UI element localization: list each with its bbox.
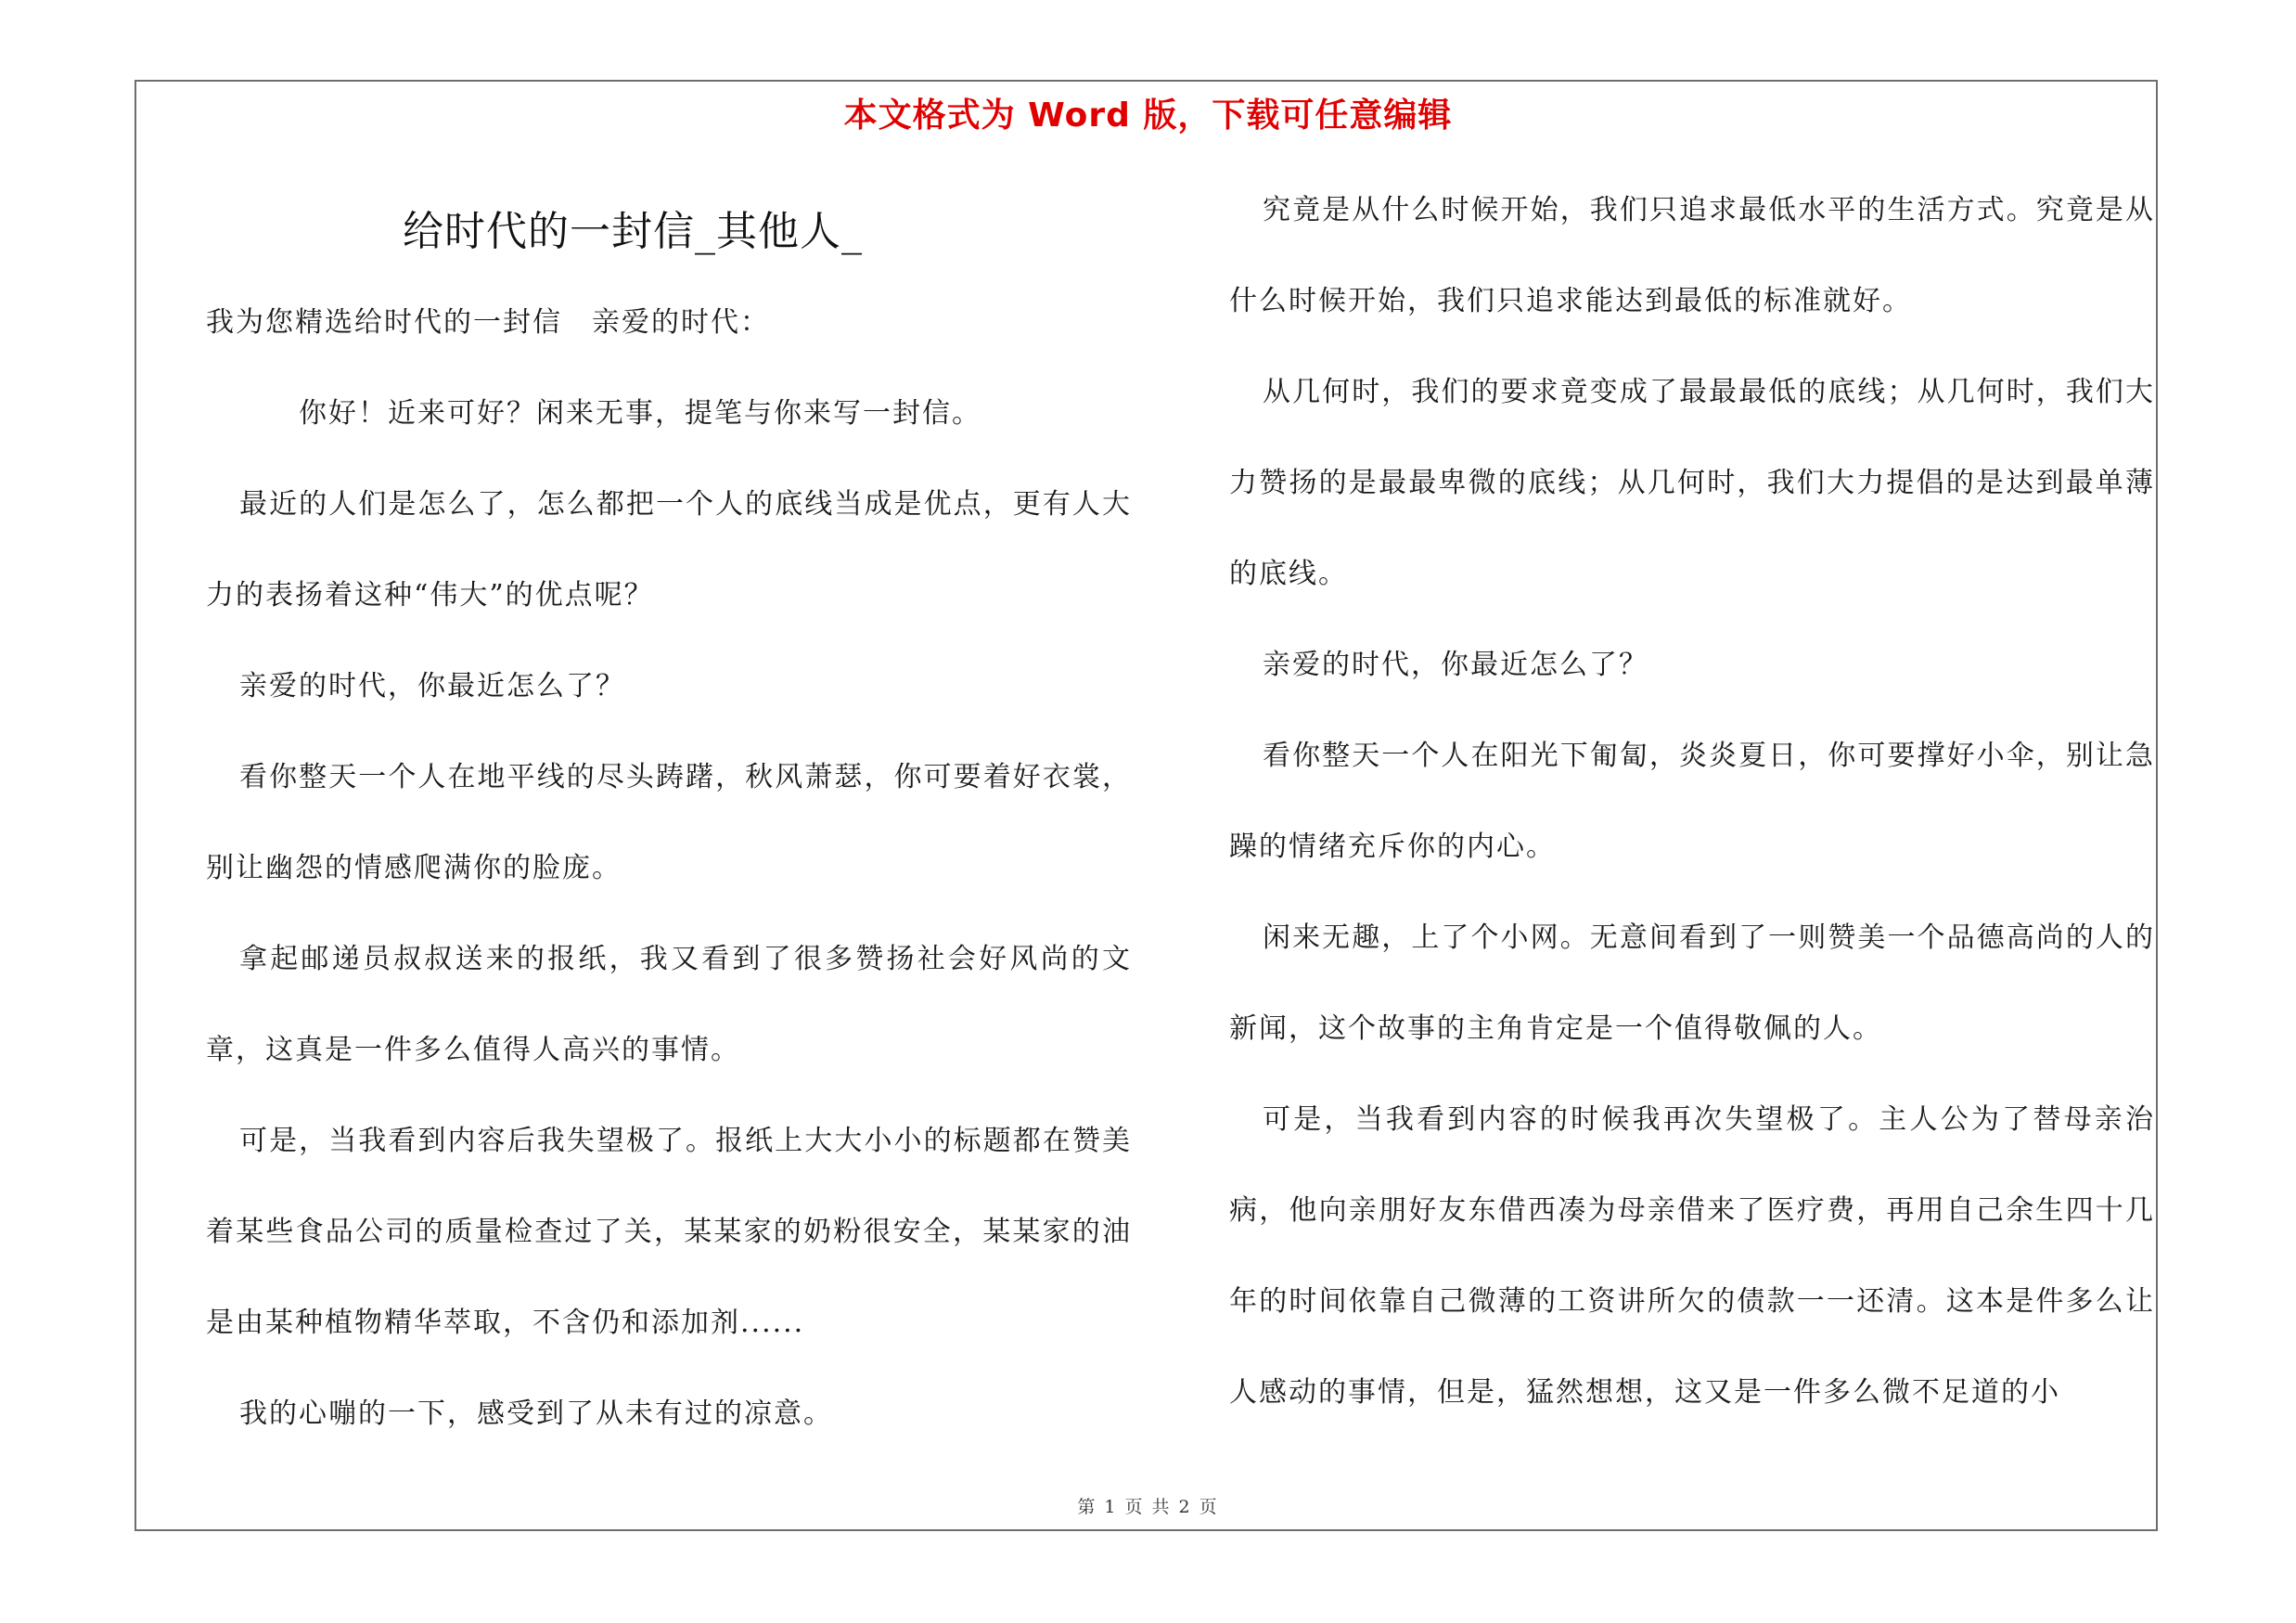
document-title: 给时代的一封信_其他人_	[403, 208, 863, 255]
page-number-footer: 第 1 页 共 2 页	[1077, 1497, 1219, 1517]
paragraph: 最近的人们是怎么了，怎么都把一个人的底线当成是优点，更有人大力的表扬着这种“伟大”的优点呢？	[206, 488, 1132, 612]
paragraph: 拿起邮递员叔叔送来的报纸，我又看到了很多赞扬社会好风尚的文章，这真是一件多么值得人高兴的事情。	[206, 943, 1132, 1066]
paragraph: 看你整天一个人在阳光下匍匐，炎炎夏日，你可要撑好小伞，别让急躁的情绪充斥你的内心。	[1229, 740, 2155, 863]
paragraph: 亲爱的时代，你最近怎么了？	[1263, 649, 1648, 681]
paragraph: 看你整天一个人在地平线的尽头踌躇，秋风萧瑟，你可要着好衣裳，别让幽怨的情感爬满你的脸庞。	[206, 761, 1132, 884]
right-column	[1229, 165, 2155, 1438]
paragraph: 可是，当我看到内容的时候我再次失望极了。主人公为了替母亲治病，他向亲朋好友东借西凑为母亲借来了医疗费，再用自己余生四十几年的时间依靠自己微薄的工资讲所欠的债款一一还清。这本是件多么让人感动的事情，但是，猛然想想，这又是一件多么微不足道的小	[1229, 1103, 2155, 1409]
paragraph: 亲爱的时代，你最近怎么了？	[239, 670, 625, 702]
paragraph: 究竟是从什么时候开始，我们只追求最低水平的生活方式。究竟是从什么时候开始，我们只追求能达到最低的标准就好。	[1229, 194, 2155, 317]
paragraph: 从几何时，我们的要求竟变成了最最最低的底线；从几何时，我们大力赞扬的是最最卑微的底线；从几何时，我们大力提倡的是达到最单薄的底线。	[1229, 376, 2155, 590]
format-banner: 本文格式为 Word 版，下载可任意编辑	[843, 97, 1453, 135]
paragraph: 你好！近来可好？闲来无事，提笔与你来写一封信。	[299, 397, 981, 430]
left-column	[206, 187, 1132, 1460]
paragraph: 我的心嘣的一下，感受到了从未有过的凉意。	[239, 1398, 833, 1430]
paragraph: 我为您精选给时代的一封信 亲爱的时代：	[206, 306, 770, 339]
paragraph: 闲来无趣，上了个小网。无意间看到了一则赞美一个品德高尚的人的新闻，这个故事的主角肯定是一个值得敬佩的人。	[1229, 921, 2155, 1045]
paragraph: 可是，当我看到内容后我失望极了。报纸上大大小小的标题都在赞美着某些食品公司的质量检查过了关，某某家的奶粉很安全，某某家的油是由某种植物精华萃取，不含仍和添加剂......	[206, 1125, 1132, 1339]
